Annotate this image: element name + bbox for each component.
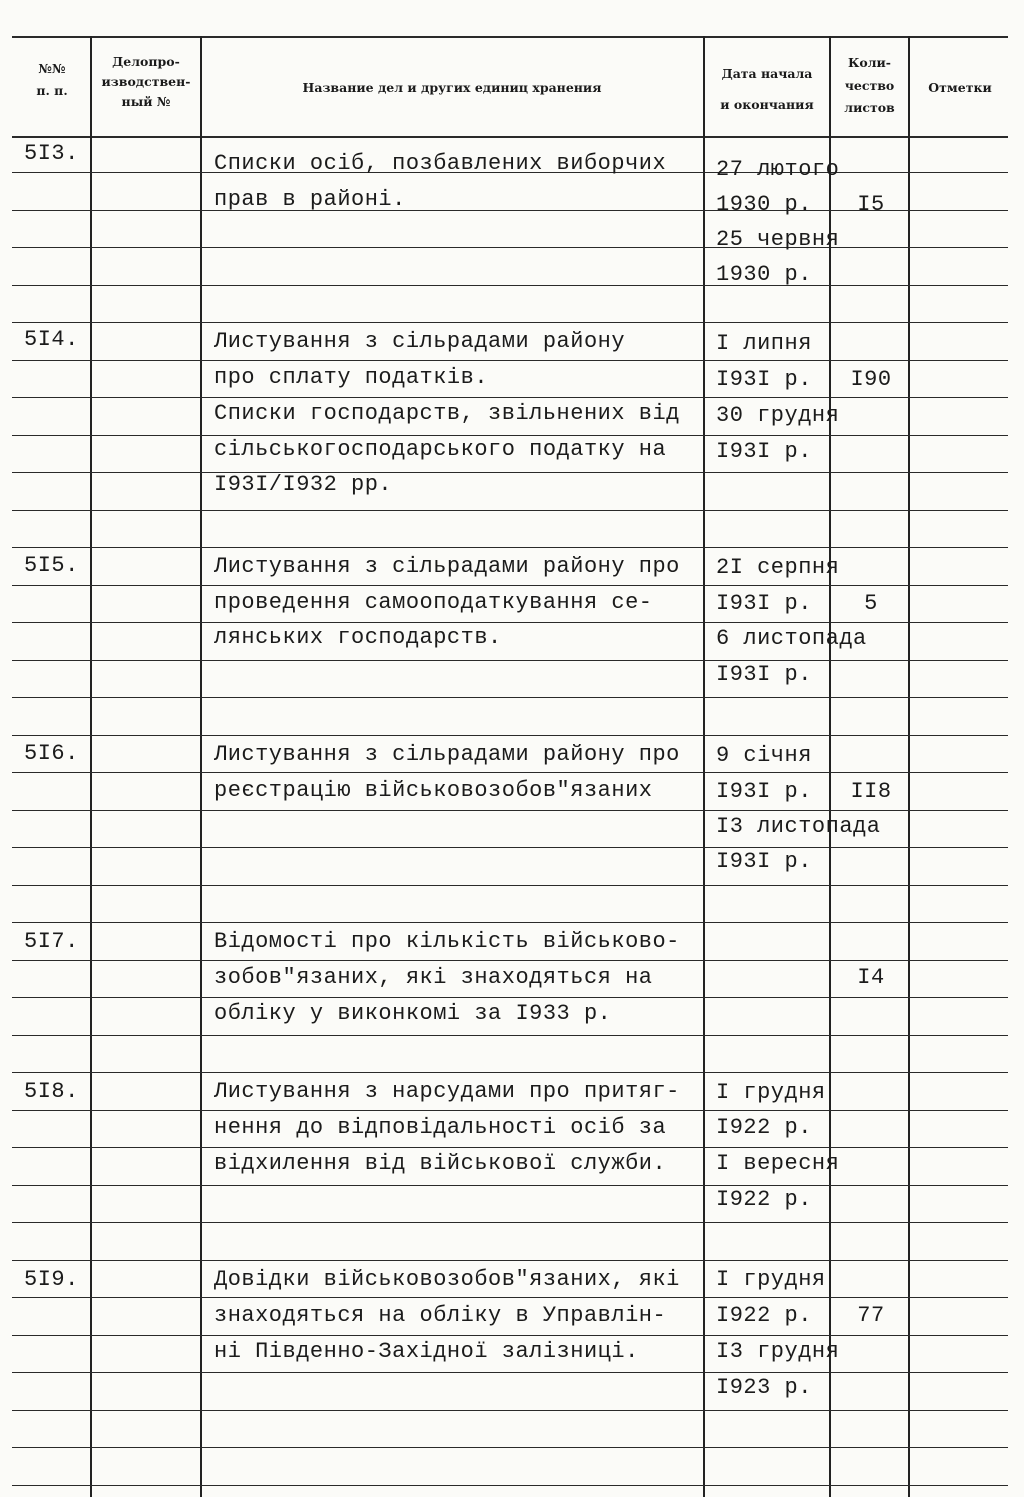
ruled-line [12,472,1008,473]
record-title-line: Довідки військовозобов"язаних, які [214,1267,680,1292]
record-date: 9 січня [716,743,812,768]
ruled-line [12,1185,1008,1186]
ruled-line [12,1485,1008,1486]
record-leaves: I5 [857,192,885,217]
record-date: 30 грудня [716,403,840,428]
record-leaves: I4 [857,965,885,990]
record-date: I3 листопада [716,814,881,839]
record-title-line: Списки господарств, звільнених від [214,401,680,426]
record-date: I грудня [716,1267,826,1292]
record-date: I93I р. [716,367,812,392]
ruled-line [12,547,1008,548]
record-number: 5I3. [24,141,79,166]
record-number: 5I7. [24,929,79,954]
ruled-line [12,735,1008,736]
record-title-line: Листування з сільрадами району про [214,554,680,579]
record-title-line: прав в районі. [214,187,406,212]
record-date: 1930 р. [716,262,812,287]
record-date: 2I серпня [716,555,840,580]
col-divider-2 [200,36,202,1497]
record-date: I93I р. [716,662,812,687]
record-date: I липня [716,331,812,356]
record-date: I922 р. [716,1115,812,1140]
record-number: 5I9. [24,1267,79,1292]
record-title-line: реєстрацію військовозобов"язаних [214,778,653,803]
record-title-line: про сплату податків. [214,365,489,390]
record-title-line: Відомості про кількість військово- [214,929,680,954]
ruled-line [12,1072,1008,1073]
record-title-line: відхилення від військової служби. [214,1151,667,1176]
header-dates: Дата начала и окончания [720,66,814,113]
ruled-line [12,1410,1008,1411]
record-date: I922 р. [716,1187,812,1212]
record-date: I93I р. [716,591,812,616]
ruled-line [12,322,1008,323]
header-rule [12,136,1008,138]
ruled-line [12,922,1008,923]
record-title-line: проведення самооподаткування се- [214,590,653,615]
record-number: 5I5. [24,553,79,578]
col-divider-1 [90,36,92,1497]
record-title-line: нення до відповідальності осіб за [214,1115,667,1140]
col-divider-3 [703,36,705,1497]
ruled-line [12,697,1008,698]
ruled-line [12,847,1008,848]
record-title-line: обліку у виконкомі за I933 р. [214,1001,612,1026]
header-title: Название дел и других единиц хранения [302,80,602,95]
ruled-line [12,247,1008,248]
record-leaves: 5 [864,591,878,616]
record-date: I93I р. [716,779,812,804]
record-date: I вересня [716,1151,840,1176]
ruled-line [12,1260,1008,1261]
ruled-line [12,660,1008,661]
record-date: 25 червня [716,227,840,252]
record-title-line: I93I/I932 рр. [214,472,393,497]
record-date: I93I р. [716,849,812,874]
ruled-line [12,885,1008,886]
ruled-line [12,1372,1008,1373]
ruled-line [12,1222,1008,1223]
record-number: 5I8. [24,1079,79,1104]
record-title-line: Листування з нарсудами про притяг- [214,1079,680,1104]
record-number: 5I4. [24,327,79,352]
header-notes: Отметки [928,80,992,95]
record-leaves: I90 [850,367,892,392]
record-title-line: Листування з сільрадами району про [214,742,680,767]
ruled-line [12,1035,1008,1036]
ruled-line [12,360,1008,361]
record-leaves: II8 [850,779,892,804]
header-num: №№ п. п. [36,61,68,98]
record-title-line: сільськогосподарського податку на [214,437,667,462]
record-title-line: лянських господарств. [214,625,502,650]
ruled-line [12,1447,1008,1448]
header-leaves: Коли- чество листов [844,55,895,115]
top-rule [12,36,1008,38]
record-title-line: Списки осіб, позбавлених виборчих [214,151,667,176]
record-date: I922 р. [716,1303,812,1328]
record-leaves: 77 [857,1303,885,1328]
record-title-line: Листування з сільрадами району [214,329,626,354]
record-title-line: зобов"язаних, які знаходяться на [214,965,653,990]
header-office-number: Делопро- изводствен- ный № [101,54,191,109]
record-date: 6 листопада [716,626,867,651]
record-number: 5I6. [24,741,79,766]
record-date: 1930 р. [716,192,812,217]
record-date: I93I р. [716,439,812,464]
record-date: I923 р. [716,1375,812,1400]
record-date: I грудня [716,1080,826,1105]
record-title-line: знаходяться на обліку в Управлін- [214,1303,667,1328]
record-date: I3 грудня [716,1339,840,1364]
record-title-line: ні Південно-Західної залізниці. [214,1339,639,1364]
col-divider-5 [908,36,910,1497]
ruled-line [12,510,1008,511]
record-date: 27 лютого [716,157,840,182]
ruled-line [12,285,1008,286]
